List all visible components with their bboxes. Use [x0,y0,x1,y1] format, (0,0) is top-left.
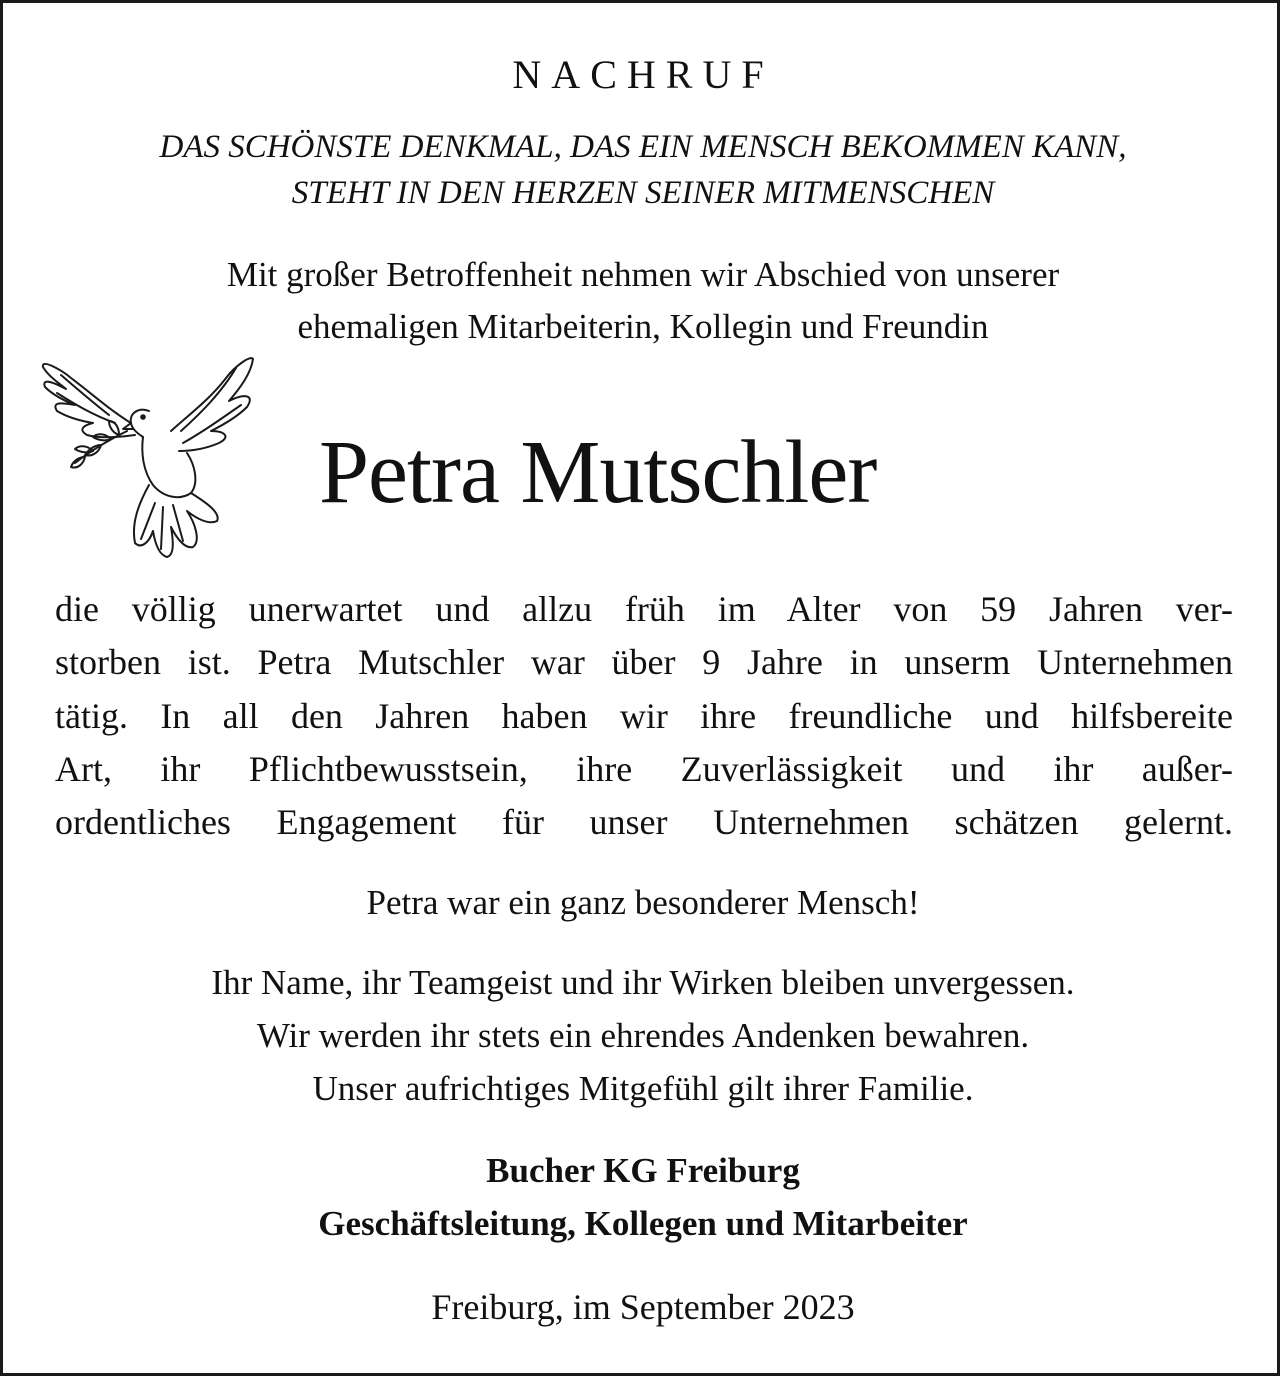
body-line-5: ordentliches Engagement für unser Unternehmen schätzen gelernt. [55,802,1233,842]
body-line-3: tätig. In all den Jahren haben wir ihre freundliche und hilfsbereite [55,696,1233,736]
motto-line-1: DAS SCHÖNSTE DENKMAL, DAS EIN MENSCH BEKOMMEN KANN, [159,129,1127,165]
dove-with-olive-branch-icon [31,353,261,563]
closing-line-2: Wir werden ihr stets ein ehrendes Andenken bewahren. [256,1016,1030,1055]
signature-company: Bucher KG Freiburg [486,1151,800,1190]
closing-line-1: Ihr Name, ihr Teamgeist und ihr Wirken bleiben unvergessen. [211,963,1075,1002]
body-line-4: Art, ihr Pflichtbewusstsein, ihre Zuverlässigkeit und ihr außer- [55,749,1233,789]
intro-line-1: Mit großer Betroffenheit nehmen wir Abschied von unserer [226,255,1060,294]
deceased-name: Petra Mutschler [319,423,877,522]
place-date: Freiburg, im September 2023 [431,1287,855,1327]
signature-staff: Geschäftsleitung, Kollegen und Mitarbeiter [318,1204,968,1243]
motto-line-2: STEHT IN DEN HERZEN SEINER MITMENSCHEN [291,175,995,211]
notice-heading: NACHRUF [512,52,774,97]
body-line-2: storben ist. Petra Mutschler war über 9 Jahre in unserm Unternehmen [55,642,1233,682]
intro-line-2: ehemaligen Mitarbeiterin, Kollegin und Freundin [297,307,989,346]
body-line-1: die völlig unerwartet und allzu früh im Alter von 59 Jahren ver- [55,589,1233,629]
closing-line-3: Unser aufrichtiges Mitgefühl gilt ihrer Familie. [312,1069,974,1108]
special-person-line: Petra war ein ganz besonderer Mensch! [366,883,920,922]
